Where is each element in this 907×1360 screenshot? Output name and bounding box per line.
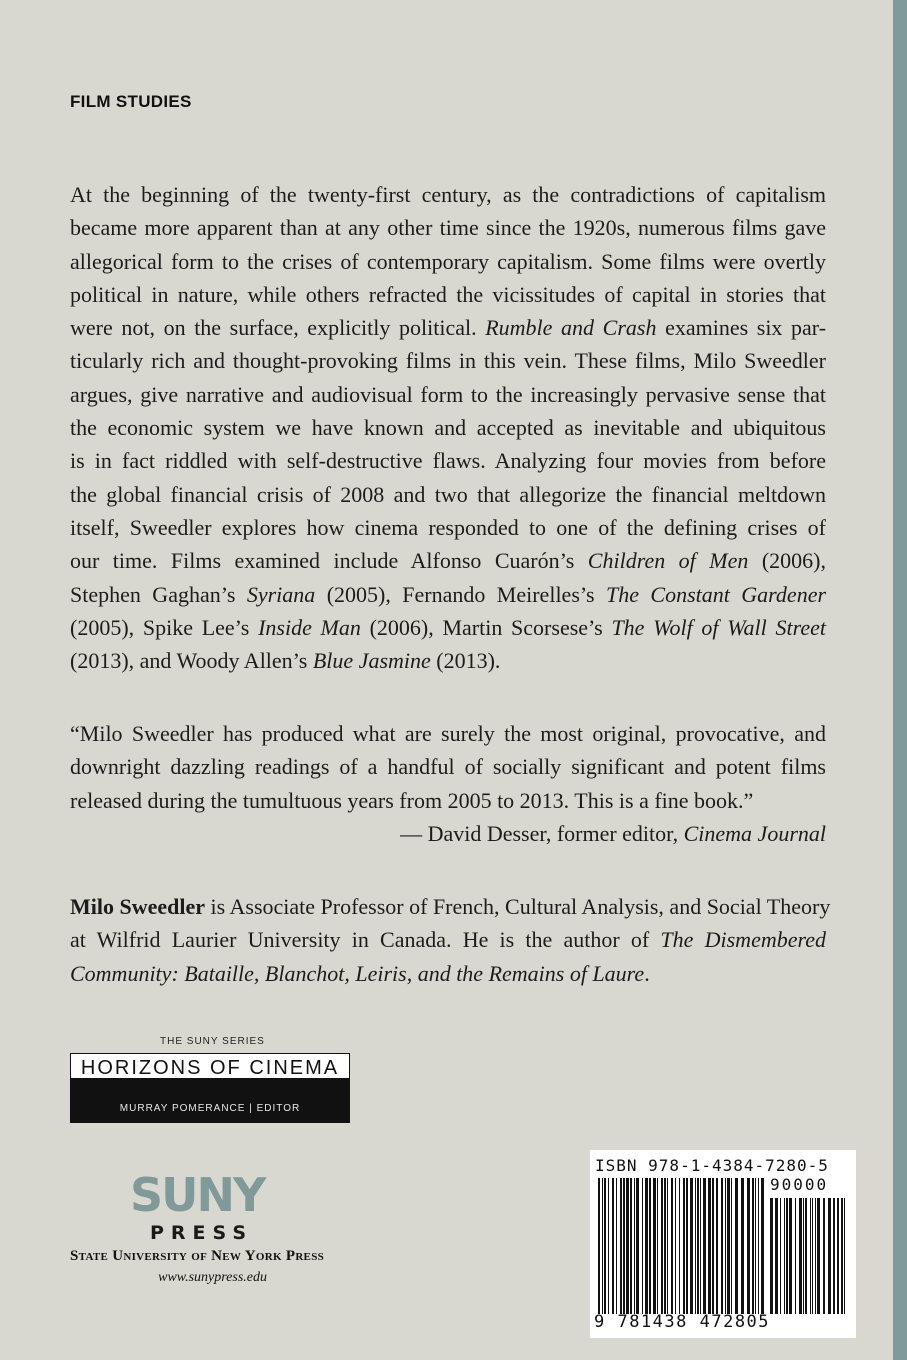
spine-color-strip xyxy=(893,0,907,1360)
text-line xyxy=(70,957,826,990)
series-name-box xyxy=(70,1053,350,1079)
barcode-bar xyxy=(817,1198,820,1314)
text-run: itself, Sweedler explores how cinema responded to one of the defining crises of xyxy=(70,514,826,540)
text-run: (2006), xyxy=(748,548,827,574)
barcode-bar xyxy=(844,1198,845,1314)
italic-title: Syriana xyxy=(246,581,316,607)
text-line xyxy=(70,344,826,377)
barcode-bar xyxy=(630,1178,632,1314)
barcode-bar xyxy=(752,1178,754,1314)
review-blurb xyxy=(70,717,826,850)
publisher-name: State University of New York Press xyxy=(70,1248,325,1264)
barcode-bar xyxy=(703,1178,706,1314)
barcode-bar xyxy=(833,1198,835,1314)
barcode-bar xyxy=(735,1178,738,1314)
barcode-bar xyxy=(784,1198,785,1314)
series-logo xyxy=(70,1053,350,1123)
text-run: our time. Films examined include Alfonso Cuarón’s xyxy=(70,548,588,574)
barcode-bar xyxy=(712,1178,714,1314)
book-description xyxy=(70,178,826,677)
text-run: (2006), Martin Scorsese’s xyxy=(360,614,612,640)
barcode-bar xyxy=(657,1178,658,1314)
text-run: is Associate Professor of French, Cultural Analysis, and Social Theory xyxy=(205,894,831,919)
italic-title: The Dismembered xyxy=(660,927,826,953)
barcode-bar xyxy=(636,1178,639,1314)
isbn-barcode xyxy=(590,1150,856,1338)
text-run: (2013). xyxy=(430,648,501,674)
barcode-bar xyxy=(747,1178,750,1314)
barcode-bar xyxy=(675,1178,676,1314)
text-run: (2013), and Woody Allen’s xyxy=(70,648,313,674)
barcode-bar xyxy=(690,1178,693,1314)
barcode-bar xyxy=(786,1198,788,1314)
isbn-text: ISBN 978-1-4384-7280-5 xyxy=(595,1156,829,1175)
press-wordmark: PRESS xyxy=(150,1222,254,1244)
text-run: became more apparent than at any other time since the 1920s, numerous films gave xyxy=(70,215,826,241)
text-line xyxy=(70,311,826,344)
text-line xyxy=(70,511,826,544)
text-run: released during the tumultuous years from 2005 to 2013. This is a fine book.” xyxy=(70,787,754,813)
text-run: At the beginning of the twenty-first century, as the contradictions of capitalism xyxy=(70,182,826,207)
text-line xyxy=(70,611,826,644)
barcode-bar xyxy=(695,1178,696,1314)
barcode-bar xyxy=(828,1198,831,1314)
barcode-bar xyxy=(661,1178,663,1314)
text-run: downright dazzling readings of a handful of socially significant and potent films xyxy=(70,754,826,780)
barcode-bar xyxy=(721,1178,723,1314)
text-run: argues, give narrative and audiovisual form to the increasingly pervasive sense that xyxy=(70,381,826,407)
barcode-bar xyxy=(649,1178,651,1314)
barcode-bar xyxy=(616,1178,617,1314)
text-line xyxy=(70,817,826,850)
text-run: the economic system we have known and accepted as inevitable and ubiquitous xyxy=(70,415,826,441)
text-line xyxy=(70,378,826,411)
series-editor-bar xyxy=(70,1079,350,1123)
category-label: FILM STUDIES xyxy=(70,92,192,111)
italic-title: Community: Bataille, Blanchot, Leiris, and the Remains of Laure xyxy=(70,960,645,986)
barcode-bar xyxy=(727,1178,730,1314)
italic-title: The Constant Gardener xyxy=(605,581,827,607)
barcode-bar xyxy=(686,1178,688,1314)
text-line xyxy=(70,444,826,477)
text-run: ticularly rich and thought-provoking films in this vein. These films, Milo Sweedler xyxy=(70,348,826,374)
barcode-bar xyxy=(837,1198,839,1314)
text-run: . xyxy=(644,960,650,986)
barcode-bar xyxy=(642,1178,643,1314)
barcode-bar xyxy=(626,1178,629,1314)
series-editor: MURRAY POMERANCE | EDITOR xyxy=(119,1103,301,1114)
italic-title: The Wolf of Wall Street xyxy=(611,614,826,640)
text-run: “Milo Sweedler has produced what are surely the most original, provocative, and xyxy=(70,721,826,746)
price-code: 90000 xyxy=(770,1175,829,1194)
barcode-bar xyxy=(604,1178,606,1314)
series-name: HORIZONS OF CINEMA xyxy=(80,1057,340,1079)
barcode-bar xyxy=(667,1178,668,1314)
barcode-bar xyxy=(731,1178,732,1314)
barcode-bar xyxy=(683,1178,685,1314)
barcode-bar xyxy=(810,1198,811,1314)
italic-title: Cinema Journal xyxy=(683,820,826,846)
barcode-bar xyxy=(789,1198,792,1314)
barcode-bar xyxy=(700,1178,701,1314)
text-line xyxy=(70,750,826,783)
text-run: the global financial crisis of 2008 and two that allegorize the financial meltdown xyxy=(70,481,826,507)
barcode-bar xyxy=(725,1178,726,1314)
text-run: political in nature, while others refracted the vicissitudes of capital in stories that xyxy=(70,281,826,307)
text-line xyxy=(70,644,826,677)
barcode-bar xyxy=(741,1178,744,1314)
barcode-bar xyxy=(815,1198,816,1314)
barcode-bar xyxy=(761,1178,764,1314)
text-run: (2005), Spike Lee’s xyxy=(70,614,259,640)
barcode-bar xyxy=(780,1198,781,1314)
barcode-bar xyxy=(775,1198,778,1314)
series-label: THE SUNY SERIES xyxy=(160,1036,265,1047)
barcode-bar xyxy=(799,1198,802,1314)
text-run: is in fact riddled with self-destructive flaws. Analyzing four movies from before xyxy=(70,448,826,474)
text-run: at Wilfrid Laurier University in Canada. He is the author of xyxy=(70,927,661,953)
italic-title: Rumble and Crash xyxy=(485,315,657,341)
barcode-bar xyxy=(823,1198,825,1314)
text-line xyxy=(70,245,826,278)
barcode-bar xyxy=(805,1198,807,1314)
barcode-bar xyxy=(679,1178,680,1314)
text-line xyxy=(70,211,826,244)
barcode-bar xyxy=(697,1178,699,1314)
italic-title: Children of Men xyxy=(587,548,749,574)
text-line xyxy=(70,717,826,750)
text-run: (2005), Fernando Meirelles’s xyxy=(315,581,606,607)
publisher-url[interactable]: www.sunypress.edu xyxy=(158,1270,267,1285)
author-name: Milo Sweedler xyxy=(70,894,206,919)
text-line xyxy=(70,784,826,817)
text-run: Stephen Gaghan’s xyxy=(70,581,247,607)
text-line xyxy=(70,890,831,923)
text-line xyxy=(70,411,826,444)
barcode-bar xyxy=(645,1178,648,1314)
author-bio xyxy=(70,890,831,990)
isbn-digits: 9 781438 472805 xyxy=(594,1312,771,1332)
text-line xyxy=(70,578,826,611)
italic-title: Inside Man xyxy=(258,614,361,640)
barcode-bar xyxy=(803,1198,804,1314)
barcode-bar xyxy=(716,1178,718,1314)
barcode-bar xyxy=(812,1198,813,1314)
barcode-bar xyxy=(664,1178,666,1314)
barcode-bar xyxy=(671,1178,673,1314)
barcode-bar xyxy=(634,1178,635,1314)
barcode-bar xyxy=(795,1198,796,1314)
suny-logo: SUNY xyxy=(130,1168,265,1222)
barcode-bar xyxy=(620,1178,622,1314)
barcode-bar xyxy=(598,1178,600,1314)
barcode-bar xyxy=(755,1178,756,1314)
text-line xyxy=(70,178,826,211)
text-run: allegorical form to the crises of contemporary capitalism. Some films were overtly xyxy=(70,248,826,274)
barcode-bar xyxy=(653,1178,656,1314)
text-line xyxy=(70,278,826,311)
barcode-bars-main xyxy=(598,1178,764,1314)
text-run: — David Desser, former editor, xyxy=(400,820,684,846)
barcode-bar xyxy=(758,1178,759,1314)
barcode-bar xyxy=(608,1178,609,1314)
text-run: were not, on the surface, explicitly political. xyxy=(70,315,486,341)
barcode-bar xyxy=(708,1178,711,1314)
text-line xyxy=(70,923,826,956)
text-line xyxy=(70,478,826,511)
text-line xyxy=(70,544,826,577)
barcode-bar xyxy=(612,1178,614,1314)
italic-title: Blue Jasmine xyxy=(312,648,431,674)
barcode-bar xyxy=(602,1178,603,1314)
barcode-bar xyxy=(623,1178,625,1314)
barcode-bar xyxy=(770,1198,773,1314)
barcode-bars-addon xyxy=(770,1198,848,1314)
text-run: examines six par- xyxy=(656,315,827,341)
barcode-bar xyxy=(841,1198,843,1314)
